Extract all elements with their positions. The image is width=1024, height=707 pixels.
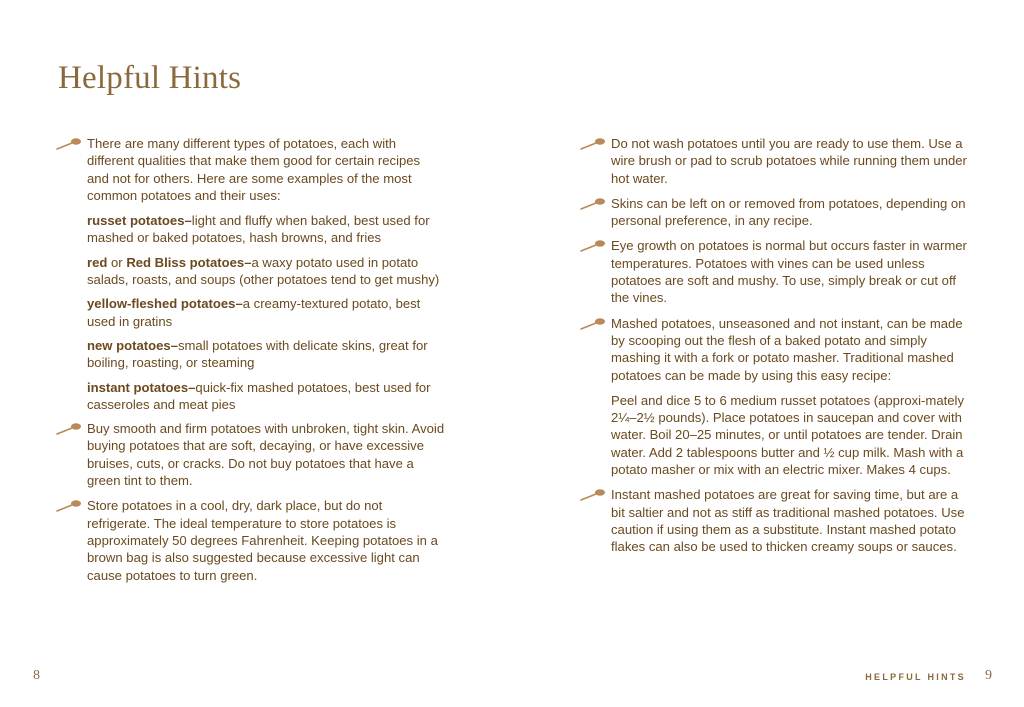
hint-storing: [87, 497, 445, 583]
hint-text: Buy smooth and firm potatoes with unbroken, tight skin. Avoid buying potatoes that are soft, decaying, or have excessive bruises, cuts, or cracks. Do not buy potatoes that have a green tint to them.: [87, 421, 445, 489]
hint-text: Do not wash potatoes until you are ready to use them. Use a wire brush or pad to scrub potatoes while running them under hot water.: [611, 136, 967, 186]
dash: –: [170, 337, 178, 353]
potato-type-name: yellow-fleshed potatoes: [87, 296, 236, 312]
potato-type-desc: light and fluffy when baked, best used for mashed or baked potatoes, hash browns, and fries: [87, 213, 430, 246]
potato-type-name: new potatoes: [87, 337, 171, 353]
hint-instant: [611, 486, 973, 555]
hint-potato-types: [87, 135, 445, 204]
mashed-potato-recipe: Peel and dice 5 to 6 medium russet potatoes (approxi-mately 2¼–2½ pounds). Place potatoes in saucepan and cover with water. Boil 20–25 minutes, or until potatoes are tender. Drain water. Add 2 tablespoons butter and ½ cup milk. Mash with a potato masher or mix with an electric mixer. Makes 4 cups.: [611, 392, 964, 478]
page-number-left: 8: [33, 668, 40, 683]
potato-type-desc: small potatoes with delicate skins, great for boiling, roasting, or steaming: [87, 337, 428, 371]
spoon-bullet-icon: [579, 488, 607, 502]
hint-eye-growth: [611, 237, 973, 306]
hint-text: Instant mashed potatoes are great for saving time, but are a bit saltier and not as stiff as traditional mashed potatoes. Use caution if using them as a substitute. Instant mashed potato flakes can also be used to thicken creamy soups or sauces.: [611, 487, 965, 555]
spoon-bullet-icon: [579, 239, 607, 253]
spoon-bullet-icon: [579, 317, 607, 331]
spoon-bullet-icon: [579, 137, 607, 151]
hint-text: There are many different types of potatoes, each with different qualities that make them good for certain recipes and not for others. Here are some examples of the most common potatoes and their uses:: [87, 136, 421, 203]
running-head: HELPFUL HINTS: [865, 672, 966, 682]
potato-type-desc: a waxy potato used in potato salads, roasts, and soups (other potatoes tend to get mushy): [87, 254, 440, 288]
potato-type-instant: [87, 379, 445, 414]
potato-type-desc: a creamy-textured potato, best used in gratins: [87, 296, 421, 329]
spoon-bullet-icon: [55, 422, 83, 436]
hint-mashed: [611, 315, 973, 384]
right-column: [611, 135, 973, 564]
potato-type-name: red: [87, 254, 108, 270]
hint-text: Skins can be left on or removed from potatoes, depending on personal preference, in any recipe.: [611, 195, 966, 229]
potato-type-desc: quick-fix mashed potatoes, best used for casseroles and meat pies: [87, 379, 431, 412]
potato-type-new: [87, 337, 445, 372]
potato-type-name: Red Bliss potatoes: [126, 254, 245, 270]
joiner: or: [107, 254, 127, 270]
spoon-bullet-icon: [55, 499, 83, 513]
hint-text: Store potatoes in a cool, dry, dark place, but do not refrigerate. The ideal temperature to store potatoes is approximately 50 degrees Fahrenheit. Keeping potatoes in a brown bag is also suggested because excessive light can cause potatoes to turn green.: [87, 498, 438, 583]
potato-type-red: [87, 254, 445, 289]
hint-buying: [87, 420, 445, 489]
potato-type-yellow: [87, 295, 445, 330]
hint-text: Eye growth on potatoes is normal but occurs faster in warmer temperatures. Potatoes with vines can be used unless potatoes are soft and mushy. To use, simply break or cut off the vines.: [611, 238, 967, 306]
spoon-bullet-icon: [579, 197, 607, 211]
dash: –: [188, 379, 196, 395]
hint-skins: [611, 195, 973, 230]
hint-text: Mashed potatoes, unseasoned and not instant, can be made by scooping out the flesh of a baked potato and simply mashing it with a fork or potato masher. Traditional mashed potatoes can be made by using this easy recipe:: [611, 315, 963, 383]
spoon-bullet-icon: [55, 137, 83, 151]
page-title: Helpful Hints: [58, 60, 242, 96]
potato-type-name: instant potatoes: [87, 379, 189, 395]
potato-type-name: russet potatoes: [87, 213, 185, 229]
dash: –: [244, 254, 252, 270]
left-column: [87, 135, 445, 592]
page-number-right: 9: [985, 668, 992, 683]
potato-type-russet: [87, 212, 445, 247]
hint-washing: [611, 135, 973, 187]
dash: –: [235, 296, 243, 312]
dash: –: [184, 213, 192, 229]
